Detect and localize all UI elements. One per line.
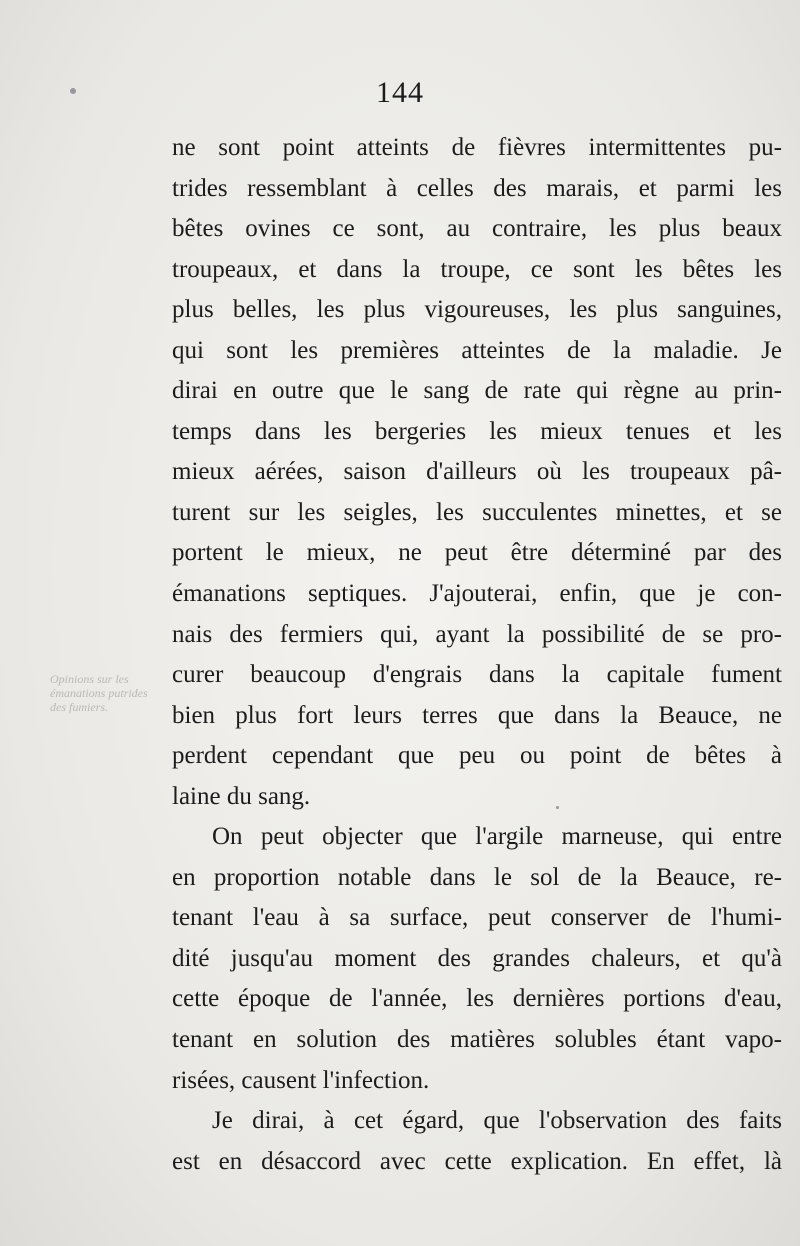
page-number: 144 bbox=[376, 76, 424, 109]
ink-speck bbox=[70, 88, 76, 94]
text-line: portent le mieux, ne peut être déterminé par des bbox=[172, 539, 782, 567]
text-line: tenant l'eau à sa surface, peut conserver de l'humi- bbox=[172, 904, 782, 932]
text-line: tenant en solution des matières solubles étant vapo- bbox=[172, 1026, 782, 1054]
ink-speck bbox=[556, 806, 559, 809]
text-line: bêtes ovines ce sont, au contraire, les plus beaux bbox=[172, 215, 782, 243]
text-line: plus belles, les plus vigoureuses, les plus sanguines, bbox=[172, 296, 782, 324]
text-line: qui sont les premières atteintes de la maladie. Je bbox=[172, 336, 782, 364]
text-line: mieux aérées, saison d'ailleurs où les troupeaux pâ- bbox=[172, 458, 782, 486]
text-line: dité jusqu'au moment des grandes chaleurs, et qu'à bbox=[172, 944, 782, 972]
text-line: dirai en outre que le sang de rate qui règne au prin- bbox=[172, 377, 782, 405]
text-line: troupeaux, et dans la troupe, ce sont les bêtes les bbox=[172, 255, 782, 283]
text-line: turent sur les seigles, les succulentes minettes, et se bbox=[172, 498, 782, 526]
text-line: curer beaucoup d'engrais dans la capitale fument bbox=[172, 661, 782, 689]
text-line: nais des fermiers qui, ayant la possibilité de se pro- bbox=[172, 620, 782, 648]
text-line: trides ressemblant à celles des marais, et parmi les bbox=[172, 174, 782, 202]
text-line: laine du sang. bbox=[172, 782, 311, 810]
text-line: en proportion notable dans le sol de la Beauce, re- bbox=[172, 863, 782, 891]
body-text bbox=[172, 128, 782, 1182]
text-line: temps dans les bergeries les mieux tenues et les bbox=[172, 417, 782, 445]
margin-note-bleedthrough: Opinions sur les émanations putrides des fumiers. bbox=[50, 672, 148, 714]
text-line: risées, causent l'infection. bbox=[172, 1066, 430, 1094]
paragraph-start-line: Je dirai, à cet égard, que l'observation des faits bbox=[212, 1107, 782, 1135]
text-line: est en désaccord avec cette explication. En effet, là bbox=[172, 1147, 782, 1175]
text-line: émanations septiques. J'ajouterai, enfin, que je con- bbox=[172, 580, 782, 608]
text-line: bien plus fort leurs terres que dans la Beauce, ne bbox=[172, 701, 782, 729]
text-line: cette époque de l'année, les dernières portions d'eau, bbox=[172, 985, 782, 1013]
paragraph-start-line: On peut objecter que l'argile marneuse, qui entre bbox=[212, 823, 782, 851]
text-line: ne sont point atteints de fièvres intermittentes pu- bbox=[172, 134, 782, 161]
text-line: perdent cependant que peu ou point de bêtes à bbox=[172, 742, 782, 770]
